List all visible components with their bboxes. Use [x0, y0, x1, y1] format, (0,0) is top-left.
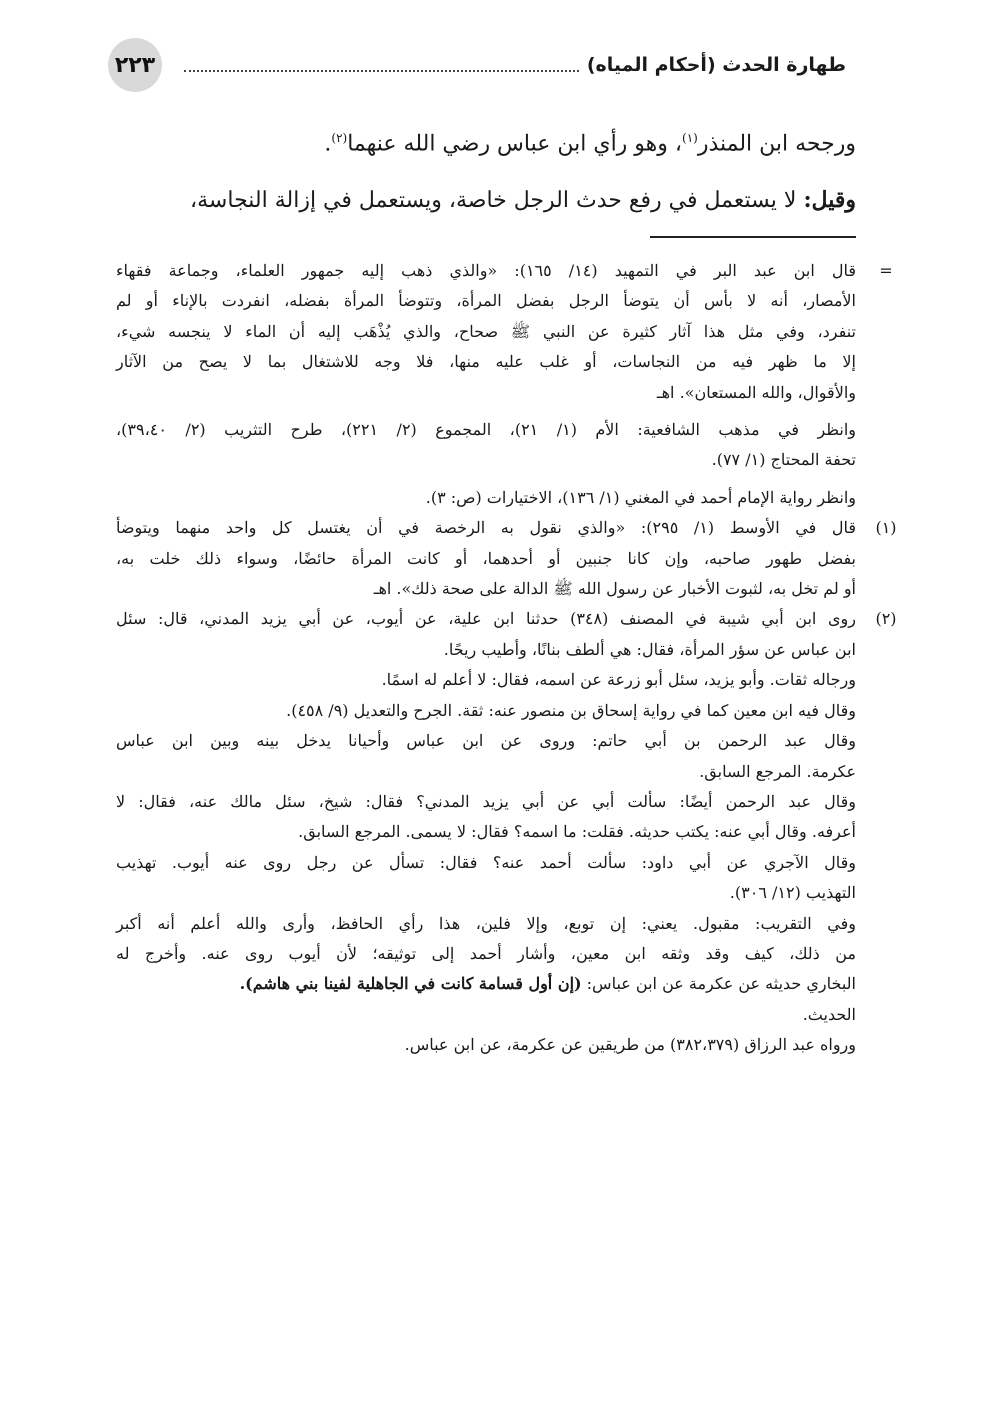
footnote-line: ورجاله ثقات. وأبو يزيد، سئل أبو زرعة عن اسمه، فقال: لا أعلم له اسمًا. — [381, 670, 856, 690]
footnote-2-taqrib — [116, 909, 856, 1031]
footnote-line: تحفة المحتاج (١/ ٧٧). — [711, 450, 856, 470]
footnote-2-abi-hatim — [116, 726, 856, 787]
footnotes-area — [116, 256, 897, 1061]
main-text — [156, 110, 856, 229]
footnote-line: وقال عبد الرحمن أيضًا: سألت أبي عن أبي يزيد المدني؟ فقال: شيخ، سئل مالك عنه، فقال: لا — [116, 791, 856, 811]
page-header — [108, 38, 846, 98]
footnote-line: من ذلك، كيف وقد وثقه ابن معين، وأشار أحمد إلى توثيقه؛ لأن أيوب روى عنه. وأخرج له — [116, 943, 856, 963]
footnote-2-rijal — [116, 665, 856, 695]
footnote-line: بفضل طهور صاحبه، وإن كانا جنبين أو أحدهما، أو كانت المرأة حائضًا، وسواء ذلك خلت به، — [116, 548, 856, 568]
footnote-line: وقال الآجري عن أبي داود: سألت أحمد عنه؟ فقال: تسأل عن رجل روى عنه أيوب. تهذيب — [116, 852, 857, 872]
chapter-title: طهارة الحدث (أحكام المياه) — [586, 54, 846, 76]
footnote-2 — [116, 604, 897, 665]
footnote-ref-1: (١) — [682, 131, 698, 145]
footnote-line: ورواه عبد الرزاق (٣٨٢،٣٧٩) من طريقين عن عكرمة، عن ابن عباس. — [404, 1035, 856, 1055]
footnote-line: إلا ما ظهر فيه من النجاسات، أو غلب عليه منها، فلا وجه للاشتغال بما لا يصح من الآثار — [116, 352, 856, 372]
ahmad-reference — [116, 483, 856, 513]
footnote-separator — [650, 236, 856, 238]
footnote-line: الحديث. — [802, 1004, 856, 1024]
footnote-line: تنفرد، وفي مثل هذا آثار كثيرة عن النبي ﷺ صحاح، والذي يُذْهَب إليه أن الماء لا ينجسه شيء، — [116, 321, 857, 341]
footnote-line: البخاري حديثه عن عكرمة عن ابن عباس: (إن أول قسامة كانت في الجاهلية لفينا بني هاشم). — [239, 974, 856, 994]
page-number: ٢٢٣ — [114, 52, 156, 78]
dotted-leader — [184, 70, 579, 72]
shafii-references — [116, 415, 856, 476]
footnote-line: وفي التقريب: مقبول. يعني: إن توبع، وإلا فلين، هذا رأي الحافظ، وأرى والله أعلم أنه أكبر — [116, 913, 856, 933]
footnote-line: عكرمة. المرجع السابق. — [699, 761, 856, 781]
footnote-2-ibn-main — [116, 696, 856, 726]
footnote-ref-2: (٢) — [331, 131, 348, 145]
footnote-line: ابن عباس عن سؤر المرأة، فقال: هي ألطف بنانًا، وأطيب ريحًا. — [443, 639, 856, 659]
footnote-line: أو لم تخل به، لثبوت الأخبار عن رسول الله ﷺ الدالة على صحة ذلك». اهـ — [373, 579, 856, 599]
main-line-2: وقيل: لا يستعمل في رفع حدث الرجل خاصة، ويستعمل في إزالة النجاسة، — [190, 187, 856, 214]
footnote-continuation — [116, 256, 893, 408]
footnote-1 — [116, 513, 897, 604]
main-line-1: ورجحه ابن المنذر$^{(١)}$، وهو رأي ابن عباس رضي الله عنهما$^{(٢)}$. — [324, 131, 856, 157]
footnote-2-aydan — [116, 787, 856, 848]
footnote-line: وقال عبد الرحمن بن أبي حاتم: وروى عن ابن عباس وأحيانا يدخل بينه وبين ابن عباس — [116, 731, 856, 751]
footnote-line: روى ابن أبي شيبة في المصنف (٣٤٨) حدثنا ابن علية، عن أيوب، عن أبي يزيد المدني، قال: سئل — [116, 609, 856, 629]
footnote-2-abdurrazzaq — [116, 1030, 856, 1060]
footnote-line: وانظر رواية الإمام أحمد في المغني (١/ ١٣٦)، الاختيارات (ص: ٣). — [425, 487, 856, 507]
hadith-quote: (إن أول قسامة كانت في الجاهلية لفينا بني هاشم). — [239, 974, 582, 994]
continuation-marker: = — [879, 261, 893, 280]
page-number-badge — [108, 38, 162, 92]
footnote-line: التهذيب (١٢/ ٣٠٦). — [729, 883, 856, 903]
footnote-line: وانظر في مذهب الشافعية: الأم (١/ ٢١)، المجموع (٢/ ٢٢١)، طرح التثريب (٢/ ٣٩،٤٠)، — [116, 420, 857, 440]
footnote-line: وقال فيه ابن معين كما في رواية إسحاق بن منصور عنه: ثقة. الجرح والتعديل (٩/ ٤٥٨). — [286, 700, 856, 720]
footnote-2-ajurri — [116, 848, 856, 909]
footnote-1-marker: (١) — [875, 518, 897, 538]
footnote-line: قال في الأوسط (١/ ٢٩٥): «والذي نقول به الرخصة في أن يغتسل كل واحد منهما ويتوضأ — [116, 518, 856, 538]
footnote-line: قال ابن عبد البر في التمهيد (١٤/ ١٦٥): «والذي ذهب إليه جمهور العلماء، وجماعة فقهاء — [116, 261, 857, 280]
footnote-2-marker: (٢) — [875, 609, 897, 629]
footnote-line: والأقوال، والله المستعان». اهـ — [656, 382, 856, 402]
running-title — [176, 48, 846, 82]
footnote-line: الأمصار، أنه لا بأس أن يتوضأ الرجل بفضل المرأة، وتتوضأ المرأة بفضله، انفردت بالإناء أو لم — [116, 291, 857, 311]
footnote-line: أعرفه. وقال أبي عنه: يكتب حديثه. فقلت: ما اسمه؟ فقال: لا يسمى. المرجع السابق. — [298, 822, 856, 842]
qila-label: وقيل: — [803, 187, 856, 214]
